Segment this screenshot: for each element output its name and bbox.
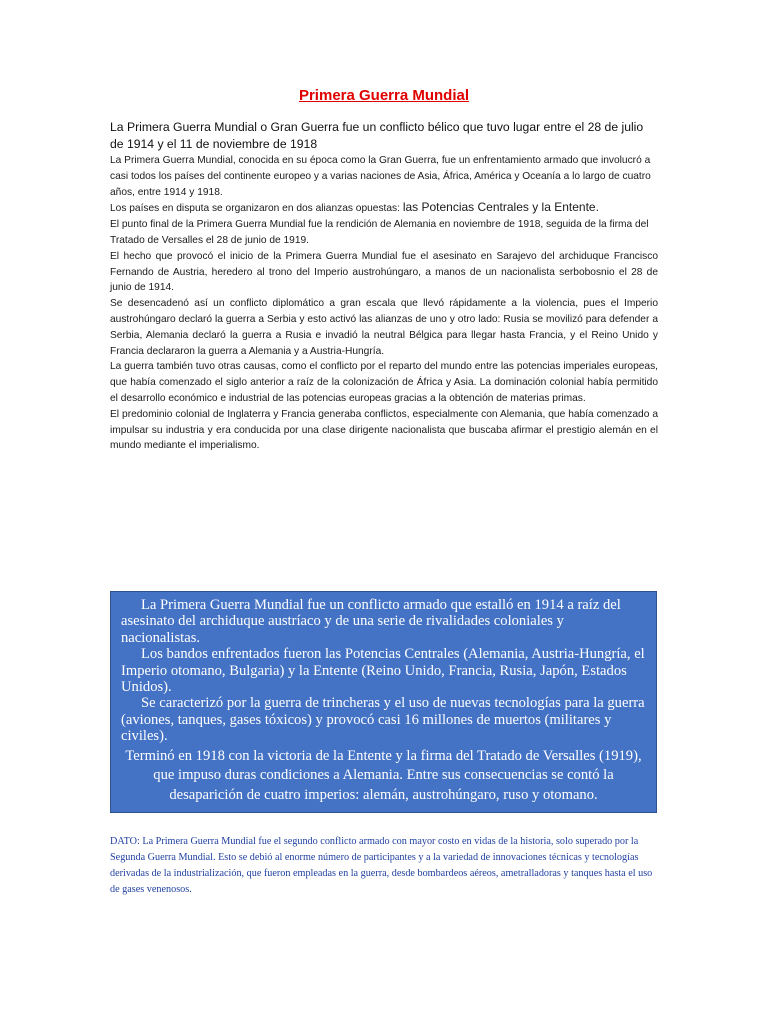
- alliances-highlight: las Potencias Centrales y la Entente.: [402, 200, 599, 215]
- summary-line-warfare: Se caracterizó por la guerra de trincheras y el uso de nuevas tecnologías para la guerra (aviones, tanques, gases tóxicos) y provocó casi 16 millones de muertos (militares y civiles).: [121, 695, 645, 745]
- summary-line-sides: Los bandos enfrentados fueron las Potencias Centrales (Alemania, Austria-Hungría, el Imperio otomano, Bulgaria) y la Entente (Reino Unido, Francia, Rusia, Japón, Estados Unidos).: [121, 646, 645, 696]
- paragraph-end: El punto final de la Primera Guerra Mundial fue la rendición de Alemania en noviembre de 1918, seguida de la firma del Tratado de Versalles el 28 de junio de 1919.: [110, 219, 649, 246]
- paragraph-definition: La Primera Guerra Mundial, conocida en su época como la Gran Guerra, fue un enfrentamiento armado que involucró a casi todos los países del continente europeo y a varias naciones de Asia, África, América y Oceanía a lo largo de cuatro años, entre 1914 y 1918.: [110, 155, 651, 198]
- summary-line-origin: La Primera Guerra Mundial fue un conflicto armado que estalló en 1914 a raíz del asesinato del archiduque austríaco y de una serie de rivalidades coloniales y nacionalistas.: [121, 597, 621, 646]
- intro-paragraph: La Primera Guerra Mundial o Gran Guerra fue un conflicto bélico que tuvo lugar entre el 28 de julio de 1914 y el 11 de noviembre de 1918: [110, 120, 644, 151]
- paragraph-colonialism: El predominio colonial de Inglaterra y Francia generaba conflictos, especialmente con Alemania, que había comenzado a impulsar su industria y era conducida por una clase dirigente nacionalista que buscaba afirmar el prestigio alemán en el mundo mediante el imperialismo.: [110, 408, 658, 452]
- summary-line-outcome: Terminó en 1918 con la victoria de la Entente y la firma del Tratado de Versalles (1919), que impuso duras condiciones a Alemania. Entre sus consecuencias se contó la desaparición de cuatro imperios: alemán, austrohúngaro, ruso y otomano.: [125, 747, 642, 803]
- dato-note: DATO: La Primera Guerra Mundial fue el segundo conflicto armado con mayor costo en vidas de la historia, solo superado por la Segunda Guerra Mundial. Esto se debió al enorme número de participantes y a la variedad de innovaciones técnicas y tecnologías derivadas de la industrialización, que fueron empleadas en la guerra, desde bombardeos aéreos, ametralladoras y tanques hasta el uso de gases venenosos.: [110, 836, 653, 895]
- paragraph-causes: La guerra también tuvo otras causas, como el conflicto por el reparto del mundo entre las potencias imperiales europeas, que había comenzado el siglo anterior a raíz de la colonización de África y Asia. La dominación colonial había permitido el desarrollo económico e industrial de las potencias europeas gracias a la obtención de materias primas.: [110, 361, 658, 404]
- paragraph-trigger: El hecho que provocó el inicio de la Primera Guerra Mundial fue el asesinato en Sarajevo del archiduque Francisco Fernando de Austria, heredero al trono del Imperio austrohúngaro, a manos de un nacionalista serbobosnio el 28 de junio de 1914.: [110, 250, 658, 294]
- alliances-text: Los países en disputa se organizaron en dos alianzas opuestas:: [110, 203, 403, 215]
- paragraph-alliances: [110, 200, 658, 217]
- summary-box: [110, 591, 657, 813]
- document-title: Primera Guerra Mundial: [298, 87, 470, 104]
- paragraph-escalation: Se desencadenó así un conflicto diplomático a gran escala que llevó rápidamente a la violencia, pues el Imperio austrohúngaro declaró la guerra a Serbia y esto activó las alianzas de uno y otro lado: Rusia se movilizó para defender a Serbia, Alemania declaró la guerra a Rusia e invadió la neutral Bélgica para llegar hasta Francia, y el Reino Unido y Francia declararon la guerra a Alemania y a Austria-Hungría.: [110, 298, 658, 357]
